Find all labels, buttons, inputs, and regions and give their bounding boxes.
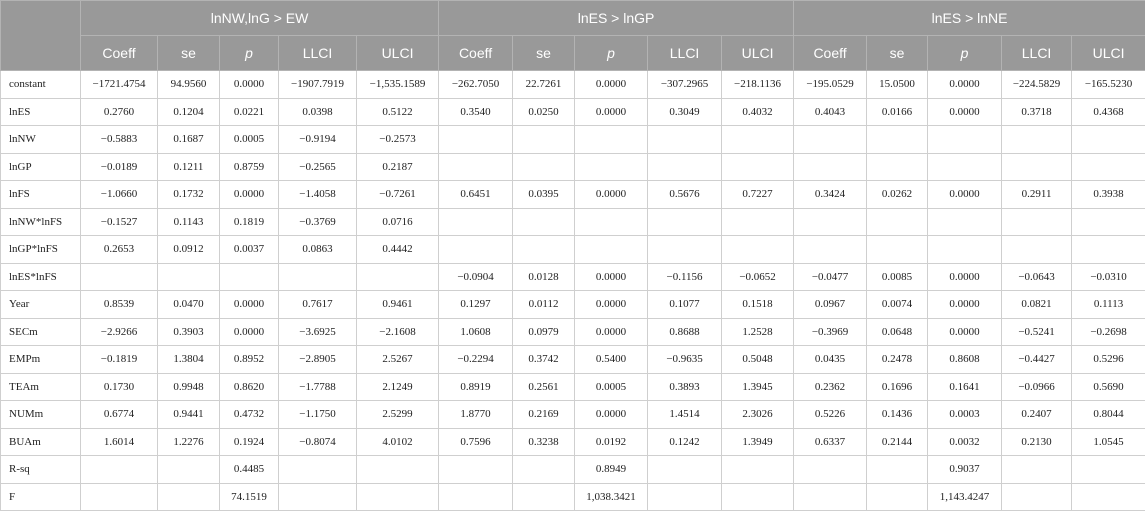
table-cell: −0.0904 [439, 263, 513, 291]
table-cell: −1.7788 [279, 373, 357, 401]
table-cell: 0.4032 [722, 98, 794, 126]
table-cell: 0.0716 [357, 208, 439, 236]
table-cell: 0.5048 [722, 346, 794, 374]
table-cell: 0.2561 [513, 373, 575, 401]
row-label: EMPm [1, 346, 81, 374]
table-cell [722, 456, 794, 484]
table-cell: −0.4427 [1002, 346, 1072, 374]
table-cell [867, 236, 928, 264]
table-cell [575, 208, 648, 236]
row-label: lnNW [1, 126, 81, 154]
table-cell: 0.0262 [867, 181, 928, 209]
table-cell: 1.3949 [722, 428, 794, 456]
table-cell [1002, 483, 1072, 511]
table-cell [1072, 456, 1145, 484]
column-header: Coeff [81, 36, 158, 71]
table-cell: 0.0037 [220, 236, 279, 264]
table-cell: −1.0660 [81, 181, 158, 209]
table-cell: 0.0000 [575, 181, 648, 209]
table-cell: 1.3804 [158, 346, 220, 374]
table-cell: 1.0608 [439, 318, 513, 346]
table-cell [1002, 456, 1072, 484]
table-cell: 2.1249 [357, 373, 439, 401]
table-cell: −0.2294 [439, 346, 513, 374]
row-label: lnNW*lnFS [1, 208, 81, 236]
table-cell: 0.0821 [1002, 291, 1072, 319]
table-row [1, 373, 1145, 401]
column-header: Coeff [794, 36, 867, 71]
corner-header-cell [1, 1, 81, 71]
table-cell [513, 153, 575, 181]
table-cell: −0.0966 [1002, 373, 1072, 401]
table-cell: 0.5400 [575, 346, 648, 374]
column-header-row [1, 36, 1145, 71]
table-cell: −0.5883 [81, 126, 158, 154]
table-cell [722, 153, 794, 181]
table-cell: 0.0000 [220, 291, 279, 319]
table-cell: 0.0398 [279, 98, 357, 126]
table-cell [722, 483, 794, 511]
table-cell: 0.0000 [928, 291, 1002, 319]
table-row [1, 428, 1145, 456]
table-cell [439, 153, 513, 181]
table-cell [513, 456, 575, 484]
table-cell: −0.2565 [279, 153, 357, 181]
table-cell: 0.2478 [867, 346, 928, 374]
table-row [1, 263, 1145, 291]
table-cell [1072, 208, 1145, 236]
table-cell: 0.0648 [867, 318, 928, 346]
table-cell [357, 483, 439, 511]
table-cell [867, 483, 928, 511]
table-cell: −0.7261 [357, 181, 439, 209]
table-cell: −0.9194 [279, 126, 357, 154]
column-header: se [513, 36, 575, 71]
table-cell [648, 236, 722, 264]
table-cell: 0.9441 [158, 401, 220, 429]
table-cell: 0.0000 [575, 291, 648, 319]
table-cell: 0.0003 [928, 401, 1002, 429]
table-cell: 0.2144 [867, 428, 928, 456]
table-cell [794, 208, 867, 236]
table-cell [357, 263, 439, 291]
table-cell: 1.0545 [1072, 428, 1145, 456]
table-cell: 0.2130 [1002, 428, 1072, 456]
column-header: p [220, 36, 279, 71]
table-cell: −0.0477 [794, 263, 867, 291]
column-header: p [928, 36, 1002, 71]
table-cell: 0.0979 [513, 318, 575, 346]
table-cell: 74.1519 [220, 483, 279, 511]
table-cell: 0.2407 [1002, 401, 1072, 429]
table-cell [867, 456, 928, 484]
table-cell: −2.9266 [81, 318, 158, 346]
table-cell: 0.0000 [928, 318, 1002, 346]
table-cell: −2.8905 [279, 346, 357, 374]
table-cell: −307.2965 [648, 71, 722, 99]
table-cell [867, 126, 928, 154]
table-cell: 0.1436 [867, 401, 928, 429]
row-label: NUMm [1, 401, 81, 429]
table-cell: −0.0652 [722, 263, 794, 291]
table-cell: 1,143.4247 [928, 483, 1002, 511]
table-row [1, 483, 1145, 511]
column-header: p [575, 36, 648, 71]
group-header-2: lnES > lnGP [439, 1, 794, 36]
table-cell: 0.8044 [1072, 401, 1145, 429]
table-cell: −0.1527 [81, 208, 158, 236]
table-cell: 0.4485 [220, 456, 279, 484]
table-cell [575, 153, 648, 181]
table-cell: 0.1696 [867, 373, 928, 401]
table-cell: −3.6925 [279, 318, 357, 346]
column-header: LLCI [279, 36, 357, 71]
column-header: se [158, 36, 220, 71]
table-cell: 0.1819 [220, 208, 279, 236]
table-cell: 0.1242 [648, 428, 722, 456]
table-cell [439, 483, 513, 511]
table-cell [1002, 126, 1072, 154]
table-cell [867, 208, 928, 236]
table-cell [513, 126, 575, 154]
table-cell [220, 263, 279, 291]
table-cell: 0.5676 [648, 181, 722, 209]
table-cell: −0.1819 [81, 346, 158, 374]
table-cell: 0.8949 [575, 456, 648, 484]
table-cell: 0.5122 [357, 98, 439, 126]
table-row [1, 401, 1145, 429]
column-header: se [867, 36, 928, 71]
row-label: lnES*lnFS [1, 263, 81, 291]
table-cell: 0.3238 [513, 428, 575, 456]
table-row [1, 208, 1145, 236]
table-cell: −0.3969 [794, 318, 867, 346]
table-cell [1072, 236, 1145, 264]
table-cell [279, 456, 357, 484]
table-cell: 1.8770 [439, 401, 513, 429]
table-cell: 0.4368 [1072, 98, 1145, 126]
table-cell: 0.2169 [513, 401, 575, 429]
table-cell: 0.3049 [648, 98, 722, 126]
table-cell: 0.0000 [220, 71, 279, 99]
row-label: lnES [1, 98, 81, 126]
table-cell: 0.8759 [220, 153, 279, 181]
table-cell: −0.0310 [1072, 263, 1145, 291]
table-cell: 0.8608 [928, 346, 1002, 374]
table-cell [1072, 483, 1145, 511]
table-cell [648, 456, 722, 484]
table-cell [158, 263, 220, 291]
table-cell: 94.9560 [158, 71, 220, 99]
table-cell: 0.8620 [220, 373, 279, 401]
table-cell: 4.0102 [357, 428, 439, 456]
table-cell: 0.9948 [158, 373, 220, 401]
table-cell [794, 126, 867, 154]
table-cell [648, 153, 722, 181]
table-cell: 1.2528 [722, 318, 794, 346]
table-cell: −1.1750 [279, 401, 357, 429]
table-cell: 0.5226 [794, 401, 867, 429]
table-cell: 2.5299 [357, 401, 439, 429]
table-cell: −195.0529 [794, 71, 867, 99]
column-header: LLCI [648, 36, 722, 71]
table-cell: 0.8539 [81, 291, 158, 319]
table-cell: 0.2362 [794, 373, 867, 401]
group-header-3: lnES > lnNE [794, 1, 1145, 36]
table-cell [1002, 153, 1072, 181]
table-cell: −0.9635 [648, 346, 722, 374]
row-label: lnFS [1, 181, 81, 209]
table-cell: −0.0643 [1002, 263, 1072, 291]
table-cell: 0.7596 [439, 428, 513, 456]
table-cell [81, 263, 158, 291]
row-label: R-sq [1, 456, 81, 484]
table-cell [722, 208, 794, 236]
table-cell: −0.8074 [279, 428, 357, 456]
table-cell: 0.3718 [1002, 98, 1072, 126]
table-cell: −2.1608 [357, 318, 439, 346]
table-cell: 0.8688 [648, 318, 722, 346]
table-cell: 0.0000 [575, 318, 648, 346]
table-cell: 0.1518 [722, 291, 794, 319]
table-cell [928, 153, 1002, 181]
table-cell: 0.0192 [575, 428, 648, 456]
table-cell: 0.0166 [867, 98, 928, 126]
row-label: Year [1, 291, 81, 319]
table-cell: −218.1136 [722, 71, 794, 99]
table-cell: 0.1077 [648, 291, 722, 319]
table-cell: 0.6451 [439, 181, 513, 209]
table-cell: 0.1732 [158, 181, 220, 209]
table-row [1, 236, 1145, 264]
table-cell [648, 208, 722, 236]
row-label: TEAm [1, 373, 81, 401]
table-row [1, 153, 1145, 181]
row-label: constant [1, 71, 81, 99]
table-cell: 0.1730 [81, 373, 158, 401]
table-cell [439, 236, 513, 264]
table-cell: 0.3540 [439, 98, 513, 126]
table-cell: 0.0000 [220, 318, 279, 346]
table-cell: 0.9461 [357, 291, 439, 319]
table-cell: 0.7227 [722, 181, 794, 209]
table-cell: 0.0000 [575, 98, 648, 126]
table-cell: 0.2760 [81, 98, 158, 126]
table-cell [794, 456, 867, 484]
table-cell: 0.0128 [513, 263, 575, 291]
table-cell [81, 483, 158, 511]
table-cell: 0.5690 [1072, 373, 1145, 401]
table-cell: 0.0000 [928, 98, 1002, 126]
table-cell [794, 483, 867, 511]
table-cell: 1,038.3421 [575, 483, 648, 511]
table-cell: −262.7050 [439, 71, 513, 99]
table-cell: 2.5267 [357, 346, 439, 374]
table-cell [575, 236, 648, 264]
table-cell: 0.8952 [220, 346, 279, 374]
table-cell [722, 126, 794, 154]
row-label: F [1, 483, 81, 511]
table-cell [867, 153, 928, 181]
table-cell [928, 208, 1002, 236]
table-cell [158, 483, 220, 511]
group-header-row [1, 1, 1145, 36]
table-cell [1072, 126, 1145, 154]
table-cell: 1.2276 [158, 428, 220, 456]
table-row [1, 318, 1145, 346]
table-cell [794, 153, 867, 181]
table-cell [513, 483, 575, 511]
table-cell: 0.0112 [513, 291, 575, 319]
table-cell: 0.1641 [928, 373, 1002, 401]
table-cell [928, 236, 1002, 264]
table-cell: 0.3903 [158, 318, 220, 346]
table-cell: −0.2698 [1072, 318, 1145, 346]
table-row [1, 346, 1145, 374]
table-row [1, 98, 1145, 126]
row-label: BUAm [1, 428, 81, 456]
table-cell: 0.0221 [220, 98, 279, 126]
table-cell: −0.5241 [1002, 318, 1072, 346]
table-cell [648, 483, 722, 511]
table-cell: 0.4043 [794, 98, 867, 126]
table-cell: 0.0000 [220, 181, 279, 209]
table-cell: −0.3769 [279, 208, 357, 236]
table-cell: 0.0470 [158, 291, 220, 319]
table-cell: 0.8919 [439, 373, 513, 401]
table-cell: 0.0967 [794, 291, 867, 319]
row-label: lnGP [1, 153, 81, 181]
table-cell: 1.3945 [722, 373, 794, 401]
table-cell: 0.0435 [794, 346, 867, 374]
table-cell: 0.1687 [158, 126, 220, 154]
table-cell: 0.0000 [928, 71, 1002, 99]
table-row [1, 291, 1145, 319]
table-row [1, 181, 1145, 209]
table-cell: −1721.4754 [81, 71, 158, 99]
table-cell: 0.6337 [794, 428, 867, 456]
table-cell [1002, 208, 1072, 236]
table-cell [158, 456, 220, 484]
table-cell: 1.4514 [648, 401, 722, 429]
table-cell: 0.3742 [513, 346, 575, 374]
table-cell: 0.0085 [867, 263, 928, 291]
table-cell: 0.1924 [220, 428, 279, 456]
table-cell [722, 236, 794, 264]
table-cell [439, 208, 513, 236]
column-header: ULCI [722, 36, 794, 71]
column-header: ULCI [1072, 36, 1145, 71]
table-cell: 0.7617 [279, 291, 357, 319]
table-cell: 0.0000 [575, 71, 648, 99]
table-cell: 0.2653 [81, 236, 158, 264]
table-cell: 0.1297 [439, 291, 513, 319]
table-cell [794, 236, 867, 264]
table-cell: −224.5829 [1002, 71, 1072, 99]
table-cell: 0.3893 [648, 373, 722, 401]
table-cell: 15.0500 [867, 71, 928, 99]
column-header: ULCI [357, 36, 439, 71]
table-cell: 0.0074 [867, 291, 928, 319]
table-cell: 0.3938 [1072, 181, 1145, 209]
table-cell: 0.0005 [575, 373, 648, 401]
table-cell [513, 208, 575, 236]
table-cell: 0.2911 [1002, 181, 1072, 209]
table-cell: 0.3424 [794, 181, 867, 209]
table-cell [513, 236, 575, 264]
table-cell [928, 126, 1002, 154]
column-header: Coeff [439, 36, 513, 71]
table-cell: 0.0032 [928, 428, 1002, 456]
column-header: LLCI [1002, 36, 1072, 71]
table-cell [648, 126, 722, 154]
table-cell: 0.1113 [1072, 291, 1145, 319]
table-cell [81, 456, 158, 484]
table-row [1, 456, 1145, 484]
table-cell: 0.1143 [158, 208, 220, 236]
table-cell: 0.1211 [158, 153, 220, 181]
table-cell [439, 456, 513, 484]
table-cell: 2.3026 [722, 401, 794, 429]
table-cell: −165.5230 [1072, 71, 1145, 99]
table-cell: 0.0000 [928, 181, 1002, 209]
table-cell: 0.1204 [158, 98, 220, 126]
table-cell: 0.0000 [928, 263, 1002, 291]
table-cell [357, 456, 439, 484]
table-cell: 0.0005 [220, 126, 279, 154]
table-cell: 0.0395 [513, 181, 575, 209]
row-label: SECm [1, 318, 81, 346]
table-cell: −0.0189 [81, 153, 158, 181]
table-cell: 0.2187 [357, 153, 439, 181]
table-cell: −1907.7919 [279, 71, 357, 99]
table-cell [575, 126, 648, 154]
table-cell [279, 483, 357, 511]
table-cell: −0.1156 [648, 263, 722, 291]
table-cell: 0.0000 [575, 263, 648, 291]
table-row [1, 126, 1145, 154]
table-cell: −1.4058 [279, 181, 357, 209]
table-cell: 22.7261 [513, 71, 575, 99]
table-body [1, 71, 1145, 511]
table-cell: −1,535.1589 [357, 71, 439, 99]
table-cell [439, 126, 513, 154]
table-cell: 0.0250 [513, 98, 575, 126]
table-cell: 0.5296 [1072, 346, 1145, 374]
group-header-1: lnNW,lnG > EW [81, 1, 439, 36]
table-cell: 0.4442 [357, 236, 439, 264]
table-cell: 0.0000 [575, 401, 648, 429]
table-cell [1072, 153, 1145, 181]
table-row [1, 71, 1145, 99]
table-cell: 0.4732 [220, 401, 279, 429]
table-cell: 0.0912 [158, 236, 220, 264]
table-cell [279, 263, 357, 291]
row-label: lnGP*lnFS [1, 236, 81, 264]
table-cell [1002, 236, 1072, 264]
table-cell: 1.6014 [81, 428, 158, 456]
table-cell: 0.0863 [279, 236, 357, 264]
table-cell: 0.9037 [928, 456, 1002, 484]
table-cell: 0.6774 [81, 401, 158, 429]
table-cell: −0.2573 [357, 126, 439, 154]
